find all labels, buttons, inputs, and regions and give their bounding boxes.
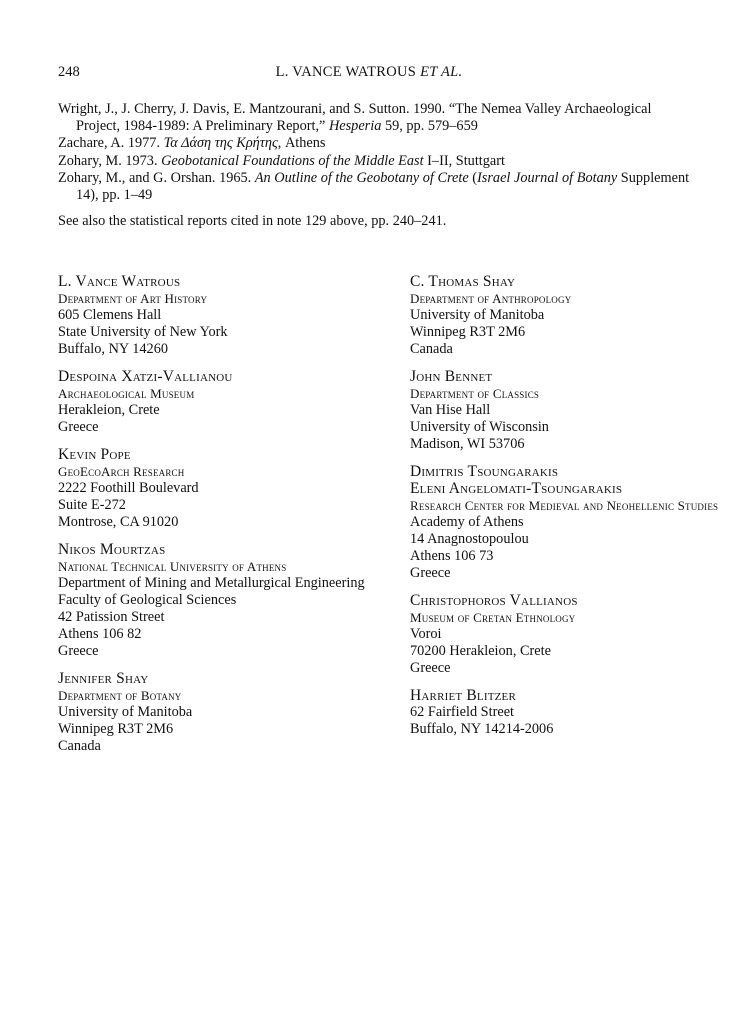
text-line: L. VANCE WATROUS: [275, 64, 421, 80]
text-line: Wright, J., J. Cherry, J. Davis, E. Mantzourani, and S. Sutton. 1990. “The Nemea Valley Archaeological Project, 1984-1989: A Preliminary Report,”: [58, 101, 652, 135]
text-line: University of Manitoba: [410, 307, 545, 323]
text-line: Voroi: [410, 626, 442, 642]
text-line: I–II, Stuttgart: [423, 152, 505, 169]
author-name: John Bennet: [410, 368, 493, 385]
reference-entry: [58, 101, 690, 135]
text-line: Academy of Athens: [410, 514, 524, 530]
see-also-note: See also the statistical reports cited in note 129 above, pp. 240–241.: [58, 213, 447, 229]
text-line: Greece: [410, 565, 451, 581]
author-name: Dimitris Tsoungarakis: [410, 463, 559, 480]
text-line: ET AL.: [420, 64, 463, 80]
author-department: GeoEcoArch Research: [58, 464, 185, 479]
running-head: [58, 64, 680, 81]
text-line: Hesperia: [328, 118, 382, 135]
text-line: Greece: [58, 419, 99, 435]
text-line: Van Hise Hall: [410, 402, 491, 418]
text-line: Montrose, CA 91020: [58, 514, 179, 530]
author-department: Museum of Cretan Ethnology: [410, 610, 576, 625]
text-line: Department of Mining and Metallurgical Engineering: [58, 575, 365, 591]
author-name: L. Vance Watrous: [58, 273, 181, 290]
text-line: 14 Anagnostopoulou: [410, 531, 529, 547]
author-department: National Technical University of Athens: [58, 559, 287, 574]
author-addresses-left: [58, 273, 378, 765]
text-line: , Athens: [277, 135, 326, 152]
author-department: Department of Anthropology: [410, 291, 572, 306]
author-name: Nikos Mourtzas: [58, 541, 166, 558]
text-line: Suite E-272: [58, 497, 126, 513]
author-entry: [410, 463, 730, 582]
author-department: Department of Classics: [410, 386, 540, 401]
author-department: Department of Botany: [58, 688, 182, 703]
text-line: State University of New York: [58, 324, 228, 340]
author-department: Department of Art History: [58, 291, 208, 306]
author-name: Eleni Angelomati-Tsoungarakis: [410, 480, 623, 497]
author-name: Jennifer Shay: [58, 670, 149, 687]
page-header: [58, 64, 680, 84]
text-line: Madison, WI 53706: [410, 436, 525, 452]
author-entry: [58, 446, 378, 531]
text-line: Winnipeg R3T 2M6: [410, 324, 526, 340]
author-name: Harriet Blitzer: [410, 687, 517, 704]
author-addresses-right: [410, 273, 730, 748]
author-entry: [410, 592, 730, 677]
text-line: Greece: [58, 643, 99, 659]
text-line: Canada: [410, 341, 453, 357]
text-line: 70200 Herakleion, Crete: [410, 643, 551, 659]
text-line: 42 Patission Street: [58, 609, 165, 625]
text-line: University of Manitoba: [58, 704, 193, 720]
text-line: Supplement 14), pp. 1–49: [76, 169, 690, 204]
text-line: Buffalo, NY 14260: [58, 341, 168, 357]
text-line: 62 Fairfield Street: [410, 704, 515, 720]
text-line: Faculty of Geological Sciences: [58, 592, 237, 608]
text-line: An Outline of the Geobotany of Crete: [254, 169, 469, 186]
text-line: (: [468, 169, 478, 186]
author-entry: [410, 273, 730, 358]
text-line: Greece: [410, 660, 451, 676]
text-line: 59, pp. 579–659: [381, 118, 478, 135]
author-name: Christophoros Vallianos: [410, 592, 578, 609]
text-line: Winnipeg R3T 2M6: [58, 721, 174, 737]
author-name: C. Thomas Shay: [410, 273, 516, 290]
text-line: Herakleion, Crete: [58, 402, 160, 418]
text-line: Zohary, M. 1973.: [58, 152, 162, 169]
reference-list: [58, 101, 690, 204]
text-line: Zohary, M., and G. Orshan. 1965.: [58, 169, 255, 186]
author-name: Despoina Xatzi-Vallianou: [58, 368, 233, 385]
author-entry: [58, 541, 378, 660]
author-entry: [58, 368, 378, 436]
page-number: 248: [58, 64, 80, 80]
reference-entry: [58, 135, 690, 152]
text-line: Buffalo, NY 14214-2006: [410, 721, 554, 737]
author-entry: [410, 687, 730, 738]
author-entry: [58, 670, 378, 755]
text-line: 2222 Foothill Boulevard: [58, 480, 199, 496]
author-department: Archaeological Museum: [58, 386, 195, 401]
text-line: Israel Journal of Botany: [477, 169, 618, 186]
author-entry: [410, 368, 730, 453]
text-line: Τα Δάση της Κρήτης: [163, 135, 278, 152]
text-line: Zachare, A. 1977.: [58, 135, 164, 152]
text-line: Athens 106 73: [410, 548, 494, 564]
text-line: Athens 106 82: [58, 626, 142, 642]
text-line: Canada: [58, 738, 101, 754]
reference-entry: [58, 170, 690, 204]
text-line: Geobotanical Foundations of the Middle East: [161, 152, 424, 169]
text-line: 605 Clemens Hall: [58, 307, 162, 323]
text-line: University of Wisconsin: [410, 419, 549, 435]
reference-entry: [58, 153, 690, 170]
author-entry: [58, 273, 378, 358]
author-department: Research Center for Medieval and Neohellenic Studies: [410, 498, 719, 513]
author-name: Kevin Pope: [58, 446, 131, 463]
